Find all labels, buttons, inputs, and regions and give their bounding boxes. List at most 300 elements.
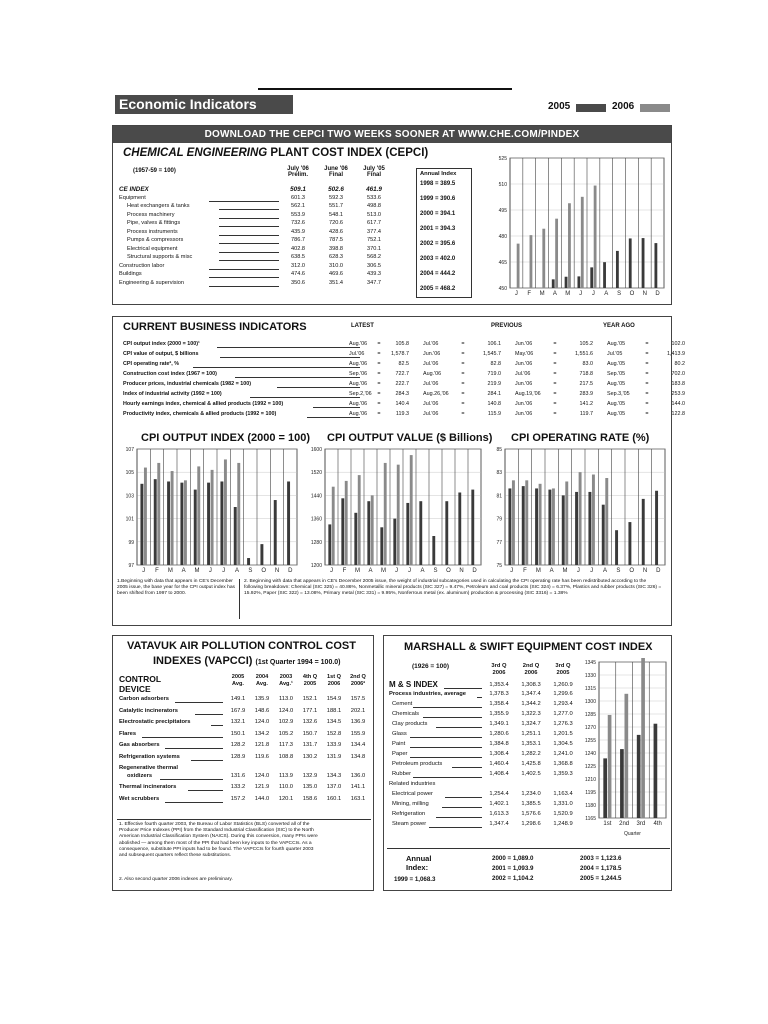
x-tick-label: J — [142, 568, 146, 574]
ms-row — [387, 731, 579, 741]
ms-cell: 1,241.0 — [553, 750, 573, 757]
cbi-row — [123, 351, 683, 360]
bar-2005 — [445, 501, 448, 565]
leader-line — [219, 209, 279, 210]
x-tick-label: S — [433, 568, 438, 574]
vapcci-col-header: 2nd Q 2006² — [350, 674, 366, 687]
bar-2005 — [260, 544, 263, 565]
vapcci-row — [119, 773, 371, 785]
bar-2006 — [345, 481, 348, 565]
x-tick-label: D — [656, 568, 661, 574]
ms-cell: 1,293.4 — [553, 700, 573, 707]
cbi-table — [123, 341, 685, 421]
cbi-cell: 718.8 — [579, 371, 593, 377]
ms-cell: 1,368.8 — [553, 760, 573, 767]
cepci-cell: 306.5 — [367, 262, 381, 269]
bar-2006 — [184, 480, 187, 565]
cbi-cell: Aug.'06 — [349, 411, 368, 417]
cbi-cell: = — [377, 341, 381, 347]
cbi-cell: Jul.'06 — [515, 371, 531, 377]
bar-2005 — [274, 500, 277, 565]
ms-cell: 1,322.3 — [521, 710, 541, 717]
ms-chart — [577, 658, 669, 836]
vapcci-cell: 120.1 — [278, 795, 294, 802]
bar-2006 — [568, 203, 571, 288]
cbi-cell: 722.7 — [395, 371, 409, 377]
vapcci-row-label: Regenerative thermal — [119, 765, 178, 771]
x-tick-label: O — [629, 291, 635, 297]
cbi-cell: = — [645, 351, 649, 357]
cbi-cell: = — [377, 351, 381, 357]
cepci-cell: 568.2 — [367, 254, 381, 260]
cbi-cell: 80.2 — [674, 361, 685, 367]
vapcci-footnote-2: 2. Also second quarter 2006 indexes are preliminary. — [119, 877, 233, 882]
cbi-cell: = — [461, 351, 465, 357]
x-tick-label: J — [510, 568, 514, 574]
section-title: Economic Indicators — [115, 95, 293, 114]
bar-2005 — [419, 501, 422, 565]
annual-index-item: 2005 = 468.2 — [420, 286, 456, 292]
cbi-title: CURRENT BUSINESS INDICATORS — [123, 321, 307, 333]
y-tick-label: 85 — [496, 447, 502, 453]
ms-row — [387, 691, 579, 701]
bar-2006 — [530, 235, 533, 288]
x-tick-label: J — [579, 291, 583, 297]
leader-line — [413, 777, 482, 778]
ms-table — [387, 680, 579, 831]
x-tick-label: F — [342, 568, 347, 574]
ms-cell: 1,298.6 — [521, 820, 541, 827]
vapcci-row — [119, 708, 371, 720]
cbi-cell: = — [645, 371, 649, 377]
cbi-cell: 102.0 — [671, 341, 685, 347]
bar-2005 — [552, 279, 555, 288]
vapcci-cell: 150.1 — [230, 730, 246, 737]
cepci-row-label: Construction labor — [119, 262, 165, 269]
ms-cell: 1,324.7 — [521, 720, 541, 727]
vapcci-cell: 134.2 — [254, 730, 270, 737]
y-tick-label: 1345 — [584, 660, 596, 666]
cepci-row — [119, 237, 393, 246]
ms-cell: 1,355.9 — [489, 710, 509, 717]
ms-row-label: Paper — [392, 750, 408, 757]
vapcci-cell: 155.9 — [350, 730, 366, 737]
bar-2006 — [555, 219, 558, 288]
cepci-cell: 732.6 — [291, 220, 305, 226]
leader-line — [477, 697, 482, 698]
cepci-row — [119, 195, 393, 204]
x-tick-label: M — [539, 291, 545, 297]
cepci-cell: 428.6 — [329, 228, 343, 235]
bar-2005 — [380, 527, 383, 565]
leader-line — [175, 702, 223, 703]
legend-2006-label: 2006 — [612, 101, 635, 112]
cbi-cell: = — [645, 361, 649, 367]
download-banner[interactable]: DOWNLOAD THE CEPCI TWO WEEKS SOONER AT WWW.CHE.COM/PINDEX — [113, 126, 671, 143]
leader-line — [209, 277, 279, 278]
vapcci-row — [119, 784, 371, 796]
vapcci-cell: 119.6 — [254, 753, 270, 760]
cepci-row — [119, 220, 393, 229]
cbi-cell: = — [377, 401, 381, 407]
bar-2005 — [508, 488, 511, 565]
bar-2006 — [592, 475, 595, 565]
vapcci-row — [119, 765, 371, 773]
vapcci-cell: 160.1 — [326, 795, 342, 802]
vapcci-cell: 105.2 — [278, 730, 294, 737]
leader-line — [436, 727, 482, 728]
cepci-cell: 752.1 — [367, 237, 381, 243]
cbi-cell: = — [461, 411, 465, 417]
cbi-row — [123, 361, 683, 370]
cbi-cell: Aug.19,'06 — [515, 391, 541, 397]
bar-2006 — [624, 694, 628, 818]
vapcci-row — [119, 731, 371, 743]
vapcci-cell: 110.0 — [278, 784, 294, 790]
ms-cell: 1,234.0 — [521, 790, 541, 797]
bar-2006 — [581, 197, 584, 288]
cepci-cell: 469.6 — [329, 271, 343, 277]
cbi-cell: 115.9 — [487, 411, 501, 417]
cbi-cell: 141.2 — [579, 401, 593, 407]
leader-line — [219, 260, 279, 261]
cbi-row — [123, 381, 683, 390]
y-tick-label: 465 — [498, 260, 507, 266]
ms-cell: 1,163.4 — [553, 790, 573, 797]
cbi-row-label: CPI output index (2000 = 100)¹ — [123, 341, 200, 347]
cepci-cell: 720.6 — [329, 220, 343, 226]
y-tick-label: 1200 — [310, 563, 322, 569]
vapcci-col-headers — [226, 674, 371, 690]
bar-2005 — [588, 492, 591, 565]
ms-cell: 1,402.1 — [489, 800, 509, 807]
cepci-cell: 402.8 — [291, 245, 305, 252]
vapcci-cell: 152.8 — [326, 730, 342, 737]
x-tick-label: J — [590, 568, 594, 574]
ms-cell: 1,304.5 — [553, 740, 573, 747]
bar-2005 — [522, 486, 525, 565]
leader-line — [191, 760, 223, 761]
cepci-row-label: Structural supports & misc — [127, 254, 193, 260]
cbi-cell: = — [461, 391, 465, 397]
y-tick-label: 1360 — [310, 516, 322, 523]
y-tick-label: 1315 — [584, 686, 596, 692]
ms-cell: 1,425.8 — [521, 760, 541, 767]
bar-2006 — [358, 475, 361, 565]
x-tick-label: D — [655, 291, 660, 297]
y-tick-label: 81 — [496, 493, 502, 500]
bar-2006 — [157, 463, 160, 565]
bar-2005 — [458, 493, 461, 566]
cbi-row-label: Productivity index, chemicals & allied products (1992 = 100) — [123, 411, 277, 417]
cbi-footnote-1: 1.Beginning with data that appears in CE's December 2005 issue, the base year for the CPI output index has been shifted from 1997 to 2000. — [117, 579, 235, 597]
vapcci-row-label: oxidizers — [127, 772, 153, 779]
vapcci-cell: 135.0 — [302, 784, 318, 790]
bar-2005 — [620, 749, 624, 818]
vapcci-row — [119, 696, 371, 708]
vapcci-cell: 133.9 — [326, 742, 342, 748]
cepci-cell: 498.8 — [367, 203, 381, 209]
cbi-cell: = — [553, 411, 557, 417]
cbi-cell: 219.9 — [487, 381, 501, 387]
cepci-row-label: Equipment — [119, 194, 146, 201]
leader-line — [209, 201, 279, 202]
cbi-cell: Aug.'05 — [607, 381, 626, 387]
bar-2005 — [393, 519, 396, 565]
vapcci-cell: 148.6 — [254, 707, 270, 714]
x-tick-label: M — [355, 568, 360, 574]
cepci-row — [119, 203, 393, 212]
cpi-output-index-chart — [117, 445, 301, 577]
leader-line — [195, 714, 223, 715]
cbi-cell: 702.0 — [671, 371, 685, 377]
bar-2005 — [628, 522, 631, 565]
bar-2005 — [471, 490, 474, 565]
vapcci-cell: 124.0 — [278, 707, 294, 714]
bar-2005 — [154, 479, 157, 565]
leader-line — [165, 802, 223, 803]
bar-2005 — [603, 758, 607, 818]
vapcci-cell: 158.6 — [302, 795, 318, 802]
vapcci-col-header: 2004 Avg. — [255, 674, 269, 687]
cepci-cell: 461.9 — [366, 186, 382, 193]
cepci-cell: 786.7 — [291, 237, 305, 243]
vapcci-cell: 121.9 — [254, 784, 270, 790]
top-rule — [258, 88, 512, 90]
x-tick-label: F — [523, 568, 527, 574]
y-tick-label: 480 — [498, 234, 507, 240]
leader-line — [436, 817, 482, 818]
cbi-cell: 1,578.7 — [391, 351, 409, 357]
vapcci-cell: 128.2 — [230, 742, 246, 748]
vapcci-cell: 117.3 — [278, 742, 294, 748]
bar-2006 — [224, 459, 227, 565]
bar-2006 — [594, 186, 597, 288]
cbi-cell: Jul.'06 — [423, 341, 439, 347]
cbi-cell: Jul.'06 — [423, 411, 439, 417]
cbi-cell: 82.5 — [398, 361, 409, 367]
ms-cell: 1,353.1 — [521, 740, 541, 747]
cepci-cell: 312.0 — [291, 262, 305, 269]
y-tick-label: 1440 — [310, 493, 322, 500]
ms-cell: 1,248.9 — [553, 820, 573, 827]
ms-col-headers — [483, 663, 579, 679]
cbi-cell: = — [645, 411, 649, 417]
bar-2005 — [180, 483, 183, 565]
y-tick-label: 77 — [496, 539, 502, 546]
cbi-cell: 105.2 — [579, 341, 593, 347]
cbi-cell: Aug.'06 — [349, 401, 368, 407]
leader-line — [410, 757, 482, 758]
bar-2005 — [406, 503, 409, 565]
cepci-cell: 592.3 — [329, 194, 343, 201]
cbi-cell: = — [645, 381, 649, 387]
leader-line — [413, 707, 482, 708]
cepci-row-label: Electrical equipment — [127, 245, 178, 252]
vapcci-rule — [117, 819, 371, 820]
y-tick-label: 79 — [496, 516, 502, 523]
ms-row-label: Mining, milling — [392, 800, 429, 807]
vapcci-cell: 188.1 — [326, 707, 342, 714]
cbi-cell: Jun.'06 — [515, 341, 533, 347]
y-tick-label: 101 — [125, 516, 134, 523]
leader-line — [219, 243, 279, 244]
bar-2006 — [384, 463, 387, 565]
ms-title: MARSHALL & SWIFT EQUIPMENT COST INDEX — [404, 641, 653, 653]
cbi-cell: 1,545.7 — [483, 351, 501, 357]
ms-row — [387, 680, 579, 691]
ms-cell: 1,344.2 — [521, 700, 541, 707]
cepci-cell: 398.8 — [329, 245, 343, 252]
x-tick-label: A — [604, 291, 609, 297]
cepci-cell: 638.5 — [291, 254, 305, 260]
cbi-cell: 217.5 — [579, 381, 593, 387]
cbi-cell: Jun.'06 — [515, 361, 533, 367]
annual-index-item: 2002 = 395.6 — [420, 241, 456, 247]
vapcci-cell: 167.9 — [230, 707, 246, 714]
bar-2005 — [654, 724, 658, 818]
cbi-cell: 106.1 — [487, 341, 501, 347]
y-tick-label: 1240 — [584, 751, 596, 757]
cepci-cell: 474.6 — [291, 271, 305, 277]
ms-row-label: Steam power — [392, 820, 427, 827]
vapcci-cell: 108.8 — [278, 753, 294, 760]
bar-2005 — [328, 524, 331, 565]
cepci-title — [123, 147, 428, 159]
cbi-col-previous: PREVIOUS — [491, 323, 523, 329]
cepci-row — [119, 263, 393, 272]
x-tick-label: 3rd — [636, 821, 646, 827]
bar-2005 — [562, 495, 565, 565]
x-tick-label: O — [446, 568, 451, 574]
bar-2005 — [590, 267, 593, 288]
leader-line — [219, 235, 279, 236]
vapcci-cell: 150.7 — [302, 730, 318, 737]
vapcci-cell: 163.1 — [350, 795, 366, 802]
ms-cell: 1,277.0 — [553, 710, 573, 717]
chart-title-output-value: CPI OUTPUT VALUE ($ Billions) — [327, 432, 493, 444]
leader-line — [452, 767, 482, 768]
bar-2006 — [539, 484, 542, 565]
cbi-row — [123, 401, 683, 410]
vapcci-cell: 124.0 — [254, 719, 270, 725]
cbi-cell: = — [553, 361, 557, 367]
x-tick-label: M — [535, 568, 541, 574]
bar-2006 — [371, 495, 374, 565]
cbi-cell: 140.8 — [487, 401, 501, 407]
leader-line — [193, 367, 360, 368]
cepci-title-italic: CHEMICAL ENGINEERING — [123, 147, 268, 159]
vapcci-cell: 132.6 — [302, 719, 318, 725]
ms-row-label: Rubber — [392, 770, 412, 777]
cepci-row — [119, 280, 393, 289]
cepci-cell: 439.3 — [367, 271, 381, 277]
vapcci-row — [119, 742, 371, 754]
cbi-cell: 222.7 — [395, 381, 409, 387]
cbi-cell: = — [377, 411, 381, 417]
ms-row-label: Refrigeration — [392, 810, 426, 817]
ms-cell: 1,251.1 — [521, 730, 541, 737]
cbi-row-label: Construction cost index (1967 = 100) — [123, 371, 217, 377]
cbi-cell: Sep.'06 — [349, 371, 368, 377]
cbi-footnote-2: 2. Beginning with data that appears in CE's December 2005 issue, the weight of industrial subcategories used in calculating the CPI operating rate has been redistributed according to the following breakdown: Chemical (SIC 325) = 40.86%, Nonmetallic mineral products (SIC 327) = 9.47%, Petroleum and coal products (SIC 324) = 6.37%, Plastics and rubber products (SIC 326) = 15.92%, Paper (SIC 322) = 13.08%, Primary metal (SIC 331) = 9.95%, Nonferrous metal (ex. aluminum) production & processing (SIC 3316) = 1.38% — [244, 579, 662, 597]
cepci-table — [119, 186, 393, 288]
vapcci-row-label: Thermal incinerators — [119, 784, 177, 790]
y-tick-label: 1300 — [584, 699, 596, 705]
cpi-operating-rate-chart — [485, 445, 669, 577]
vapcci-cell: 133.2 — [230, 784, 246, 790]
cbi-cell: 283.9 — [579, 391, 593, 397]
cbi-cell: 119.7 — [579, 411, 593, 417]
cepci-cell: 548.1 — [329, 211, 343, 218]
y-tick-label: 105 — [125, 470, 134, 477]
vapcci-cell: 202.1 — [350, 707, 366, 714]
leader-line — [217, 347, 360, 348]
leader-line — [160, 779, 223, 780]
vapcci-row-label: Refrigeration systems — [119, 753, 180, 760]
x-tick-label: A — [368, 568, 373, 574]
bar-2006 — [237, 463, 240, 565]
y-tick-label: 450 — [498, 286, 507, 292]
ms-row-label: Cement — [392, 700, 413, 707]
ms-cell: 1,282.2 — [521, 750, 541, 757]
ms-row-label: Petroleum products — [392, 760, 443, 767]
ms-cell: 1,613.3 — [489, 810, 509, 817]
vapcci-cell: 157.5 — [350, 696, 366, 702]
cbi-cell: 140.4 — [395, 401, 409, 407]
bar-2005 — [615, 530, 618, 565]
cbi-cell: Jun.'06 — [423, 351, 441, 357]
cepci-row — [119, 186, 393, 195]
ms-row — [387, 821, 579, 831]
vapcci-cell: 134.4 — [350, 742, 366, 748]
cbi-cell: 183.8 — [671, 381, 685, 387]
cbi-cell: 719.0 — [487, 371, 501, 377]
cbi-cell: 83.0 — [582, 361, 593, 367]
bar-2005 — [602, 505, 605, 565]
ms-base: (1926 = 100) — [412, 663, 450, 670]
x-tick-label: A — [602, 568, 608, 574]
bar-2005 — [167, 481, 170, 565]
cepci-chart — [488, 154, 668, 302]
vapcci-footnote-1: 1. Effective fourth quarter 2003, the Bureau of Labor Statistics (BLS) converted all of the Producer Price Indexes (PPI) from the Standard Industrial Classification (SIC) to the North American Industrial Classification System (NAICS). During this conversion, many PPIs were abolished — among them most of the PPI that had been key inputs to the VAPCCIs. As a consequence, substitute PPI inputs had to be found. The VAPCCIs for fourth quarter 2003 and subsequent quarters reflect these substitutions. — [119, 822, 318, 859]
bar-2005 — [220, 481, 223, 565]
y-tick-label: 1280 — [310, 539, 322, 546]
vapcci-title-1: VATAVUK AIR POLLUTION CONTROL COST — [127, 640, 356, 652]
leader-line — [313, 407, 360, 408]
vapcci-row-label: Catalytic incinerators — [119, 707, 178, 714]
bar-2005 — [140, 484, 143, 565]
cbi-cell: = — [461, 401, 465, 407]
vapcci-col-control: CONTROL DEVICE — [119, 674, 162, 694]
footnote-divider — [239, 579, 240, 619]
cbi-cell: Jul.'06 — [423, 361, 439, 367]
y-tick-label: 525 — [498, 156, 507, 162]
leader-line — [307, 417, 360, 418]
x-tick-label: D — [472, 568, 477, 574]
bar-2006 — [641, 658, 645, 818]
ms-cell: 1,402.5 — [521, 770, 541, 777]
y-tick-label: 99 — [128, 539, 134, 546]
cepci-cell: 502.6 — [328, 186, 344, 193]
cbi-row-label: Index of industrial activity (1992 = 100) — [123, 391, 222, 397]
x-tick-label: O — [629, 568, 635, 574]
y-tick-label: 1270 — [584, 725, 596, 731]
cbi-col-yearago: YEAR AGO — [603, 323, 635, 329]
vapcci-col-header: 1st Q 2006 — [327, 674, 341, 687]
y-tick-label: 1195 — [585, 790, 596, 796]
cbi-cell: = — [553, 391, 557, 397]
